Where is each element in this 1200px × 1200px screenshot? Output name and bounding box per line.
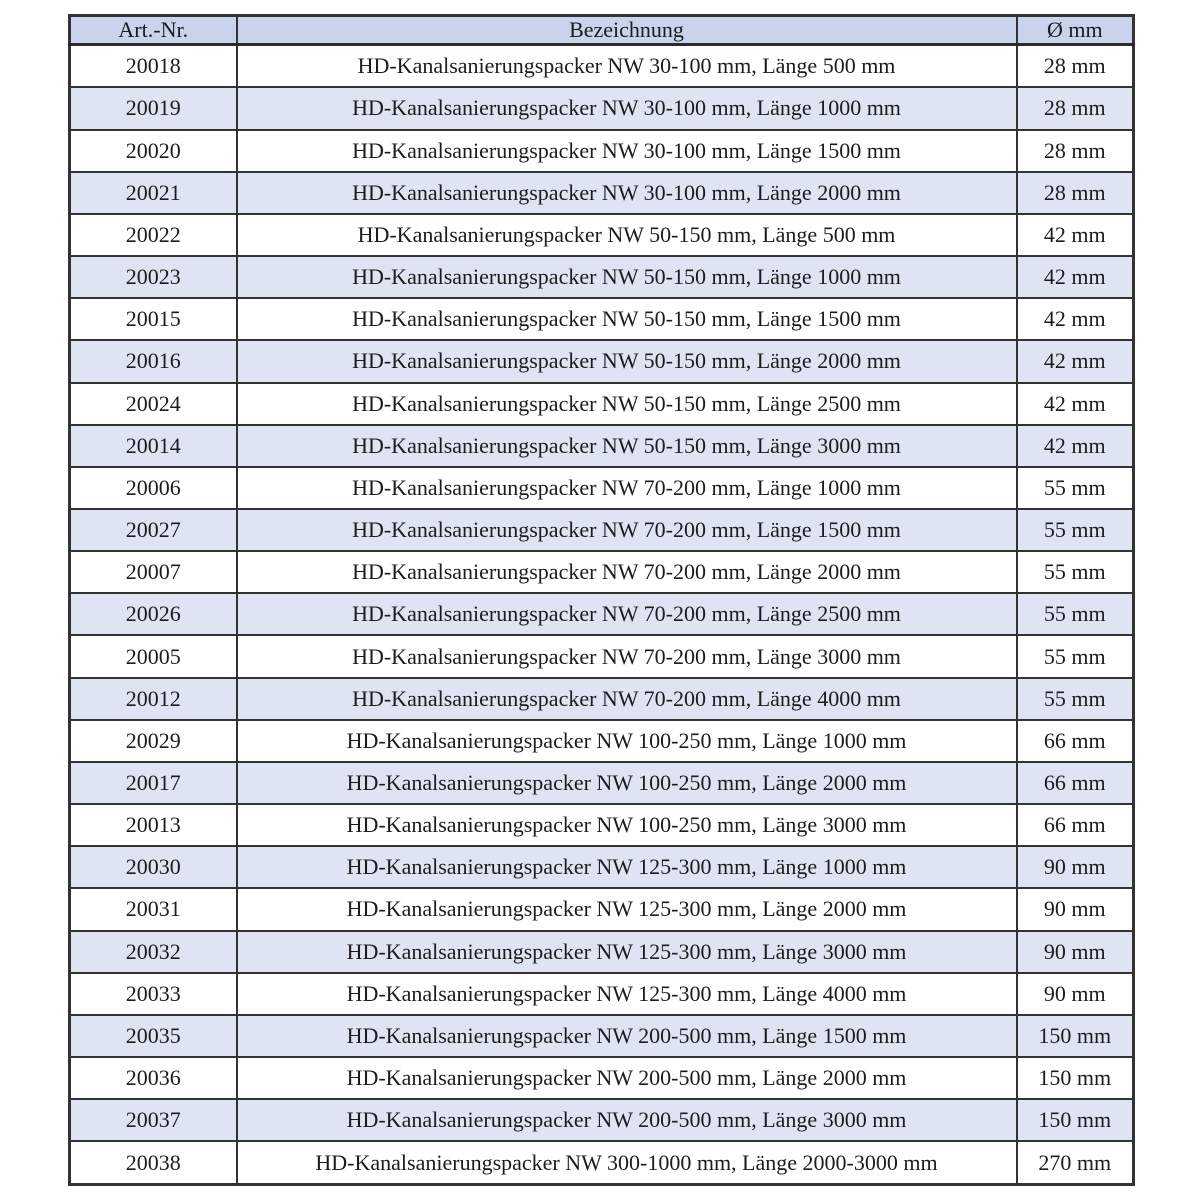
cell-art-nr: 20030 <box>70 846 237 888</box>
cell-bezeichnung: HD-Kanalsanierungspacker NW 50-150 mm, Länge 2500 mm <box>237 383 1017 425</box>
cell-art-nr: 20038 <box>70 1141 237 1184</box>
cell-bezeichnung: HD-Kanalsanierungspacker NW 100-250 mm, Länge 3000 mm <box>237 804 1017 846</box>
table-row <box>70 720 1134 762</box>
cell-art-nr: 20016 <box>70 340 237 382</box>
cell-diameter: 42 mm <box>1017 298 1134 340</box>
cell-diameter: 66 mm <box>1017 762 1134 804</box>
cell-art-nr: 20007 <box>70 551 237 593</box>
cell-diameter: 90 mm <box>1017 973 1134 1015</box>
cell-bezeichnung: HD-Kanalsanierungspacker NW 50-150 mm, Länge 2000 mm <box>237 340 1017 382</box>
product-table <box>68 14 1135 1186</box>
column-header-diameter: Ø mm <box>1017 16 1134 45</box>
cell-bezeichnung: HD-Kanalsanierungspacker NW 125-300 mm, Länge 4000 mm <box>237 973 1017 1015</box>
cell-diameter: 150 mm <box>1017 1015 1134 1057</box>
cell-bezeichnung: HD-Kanalsanierungspacker NW 50-150 mm, Länge 3000 mm <box>237 425 1017 467</box>
cell-bezeichnung: HD-Kanalsanierungspacker NW 125-300 mm, Länge 2000 mm <box>237 888 1017 930</box>
cell-diameter: 150 mm <box>1017 1099 1134 1141</box>
cell-art-nr: 20017 <box>70 762 237 804</box>
cell-art-nr: 20033 <box>70 973 237 1015</box>
cell-art-nr: 20022 <box>70 214 237 256</box>
table-row <box>70 593 1134 635</box>
cell-art-nr: 20014 <box>70 425 237 467</box>
table-row <box>70 172 1134 214</box>
cell-diameter: 55 mm <box>1017 551 1134 593</box>
cell-bezeichnung: HD-Kanalsanierungspacker NW 50-150 mm, Länge 500 mm <box>237 214 1017 256</box>
column-header-art-nr: Art.-Nr. <box>70 16 237 45</box>
cell-art-nr: 20023 <box>70 256 237 298</box>
table-row <box>70 1057 1134 1099</box>
cell-bezeichnung: HD-Kanalsanierungspacker NW 100-250 mm, Länge 2000 mm <box>237 762 1017 804</box>
cell-art-nr: 20021 <box>70 172 237 214</box>
table-row <box>70 931 1134 973</box>
cell-diameter: 270 mm <box>1017 1141 1134 1184</box>
cell-bezeichnung: HD-Kanalsanierungspacker NW 70-200 mm, Länge 1000 mm <box>237 467 1017 509</box>
table-header <box>70 16 1134 45</box>
cell-bezeichnung: HD-Kanalsanierungspacker NW 200-500 mm, Länge 2000 mm <box>237 1057 1017 1099</box>
cell-art-nr: 20024 <box>70 383 237 425</box>
table-row <box>70 678 1134 720</box>
cell-art-nr: 20012 <box>70 678 237 720</box>
header-row <box>70 16 1134 45</box>
cell-bezeichnung: HD-Kanalsanierungspacker NW 70-200 mm, Länge 2500 mm <box>237 593 1017 635</box>
cell-diameter: 90 mm <box>1017 888 1134 930</box>
cell-bezeichnung: HD-Kanalsanierungspacker NW 30-100 mm, Länge 2000 mm <box>237 172 1017 214</box>
cell-diameter: 28 mm <box>1017 172 1134 214</box>
cell-bezeichnung: HD-Kanalsanierungspacker NW 30-100 mm, Länge 500 mm <box>237 45 1017 88</box>
table-row <box>70 256 1134 298</box>
cell-bezeichnung: HD-Kanalsanierungspacker NW 30-100 mm, Länge 1500 mm <box>237 130 1017 172</box>
table-row <box>70 804 1134 846</box>
cell-bezeichnung: HD-Kanalsanierungspacker NW 200-500 mm, Länge 3000 mm <box>237 1099 1017 1141</box>
cell-bezeichnung: HD-Kanalsanierungspacker NW 100-250 mm, Länge 1000 mm <box>237 720 1017 762</box>
cell-art-nr: 20013 <box>70 804 237 846</box>
cell-art-nr: 20020 <box>70 130 237 172</box>
table-row <box>70 973 1134 1015</box>
cell-art-nr: 20035 <box>70 1015 237 1057</box>
table-row <box>70 214 1134 256</box>
cell-art-nr: 20031 <box>70 888 237 930</box>
cell-bezeichnung: HD-Kanalsanierungspacker NW 50-150 mm, Länge 1000 mm <box>237 256 1017 298</box>
cell-art-nr: 20015 <box>70 298 237 340</box>
cell-bezeichnung: HD-Kanalsanierungspacker NW 70-200 mm, Länge 4000 mm <box>237 678 1017 720</box>
cell-diameter: 55 mm <box>1017 635 1134 677</box>
cell-art-nr: 20018 <box>70 45 237 88</box>
cell-diameter: 90 mm <box>1017 846 1134 888</box>
cell-diameter: 28 mm <box>1017 130 1134 172</box>
cell-bezeichnung: HD-Kanalsanierungspacker NW 300-1000 mm, Länge 2000-3000 mm <box>237 1141 1017 1184</box>
cell-art-nr: 20037 <box>70 1099 237 1141</box>
cell-art-nr: 20027 <box>70 509 237 551</box>
cell-diameter: 66 mm <box>1017 804 1134 846</box>
table-row <box>70 762 1134 804</box>
table-row <box>70 130 1134 172</box>
cell-diameter: 28 mm <box>1017 45 1134 88</box>
cell-bezeichnung: HD-Kanalsanierungspacker NW 30-100 mm, Länge 1000 mm <box>237 87 1017 129</box>
table-row <box>70 383 1134 425</box>
cell-diameter: 42 mm <box>1017 214 1134 256</box>
table-row <box>70 1099 1134 1141</box>
cell-diameter: 150 mm <box>1017 1057 1134 1099</box>
cell-diameter: 55 mm <box>1017 678 1134 720</box>
cell-diameter: 55 mm <box>1017 467 1134 509</box>
table-row <box>70 45 1134 88</box>
cell-art-nr: 20032 <box>70 931 237 973</box>
column-header-bezeichnung: Bezeichnung <box>237 16 1017 45</box>
cell-bezeichnung: HD-Kanalsanierungspacker NW 125-300 mm, Länge 3000 mm <box>237 931 1017 973</box>
cell-diameter: 42 mm <box>1017 256 1134 298</box>
table-row <box>70 1015 1134 1057</box>
table-row <box>70 888 1134 930</box>
table-row <box>70 467 1134 509</box>
cell-bezeichnung: HD-Kanalsanierungspacker NW 50-150 mm, Länge 1500 mm <box>237 298 1017 340</box>
cell-art-nr: 20026 <box>70 593 237 635</box>
cell-diameter: 66 mm <box>1017 720 1134 762</box>
table-row <box>70 635 1134 677</box>
table-row <box>70 846 1134 888</box>
cell-diameter: 42 mm <box>1017 340 1134 382</box>
cell-art-nr: 20029 <box>70 720 237 762</box>
table-row <box>70 425 1134 467</box>
cell-art-nr: 20006 <box>70 467 237 509</box>
cell-diameter: 90 mm <box>1017 931 1134 973</box>
table-row <box>70 87 1134 129</box>
cell-art-nr: 20019 <box>70 87 237 129</box>
cell-bezeichnung: HD-Kanalsanierungspacker NW 70-200 mm, Länge 2000 mm <box>237 551 1017 593</box>
cell-art-nr: 20005 <box>70 635 237 677</box>
cell-diameter: 28 mm <box>1017 87 1134 129</box>
cell-bezeichnung: HD-Kanalsanierungspacker NW 70-200 mm, Länge 1500 mm <box>237 509 1017 551</box>
table-row <box>70 298 1134 340</box>
cell-diameter: 55 mm <box>1017 593 1134 635</box>
cell-bezeichnung: HD-Kanalsanierungspacker NW 70-200 mm, Länge 3000 mm <box>237 635 1017 677</box>
cell-diameter: 55 mm <box>1017 509 1134 551</box>
cell-art-nr: 20036 <box>70 1057 237 1099</box>
table-row <box>70 551 1134 593</box>
cell-bezeichnung: HD-Kanalsanierungspacker NW 125-300 mm, Länge 1000 mm <box>237 846 1017 888</box>
table-row <box>70 509 1134 551</box>
table-row <box>70 1141 1134 1184</box>
table-row <box>70 340 1134 382</box>
table-body <box>70 45 1134 1185</box>
cell-diameter: 42 mm <box>1017 425 1134 467</box>
cell-diameter: 42 mm <box>1017 383 1134 425</box>
cell-bezeichnung: HD-Kanalsanierungspacker NW 200-500 mm, Länge 1500 mm <box>237 1015 1017 1057</box>
